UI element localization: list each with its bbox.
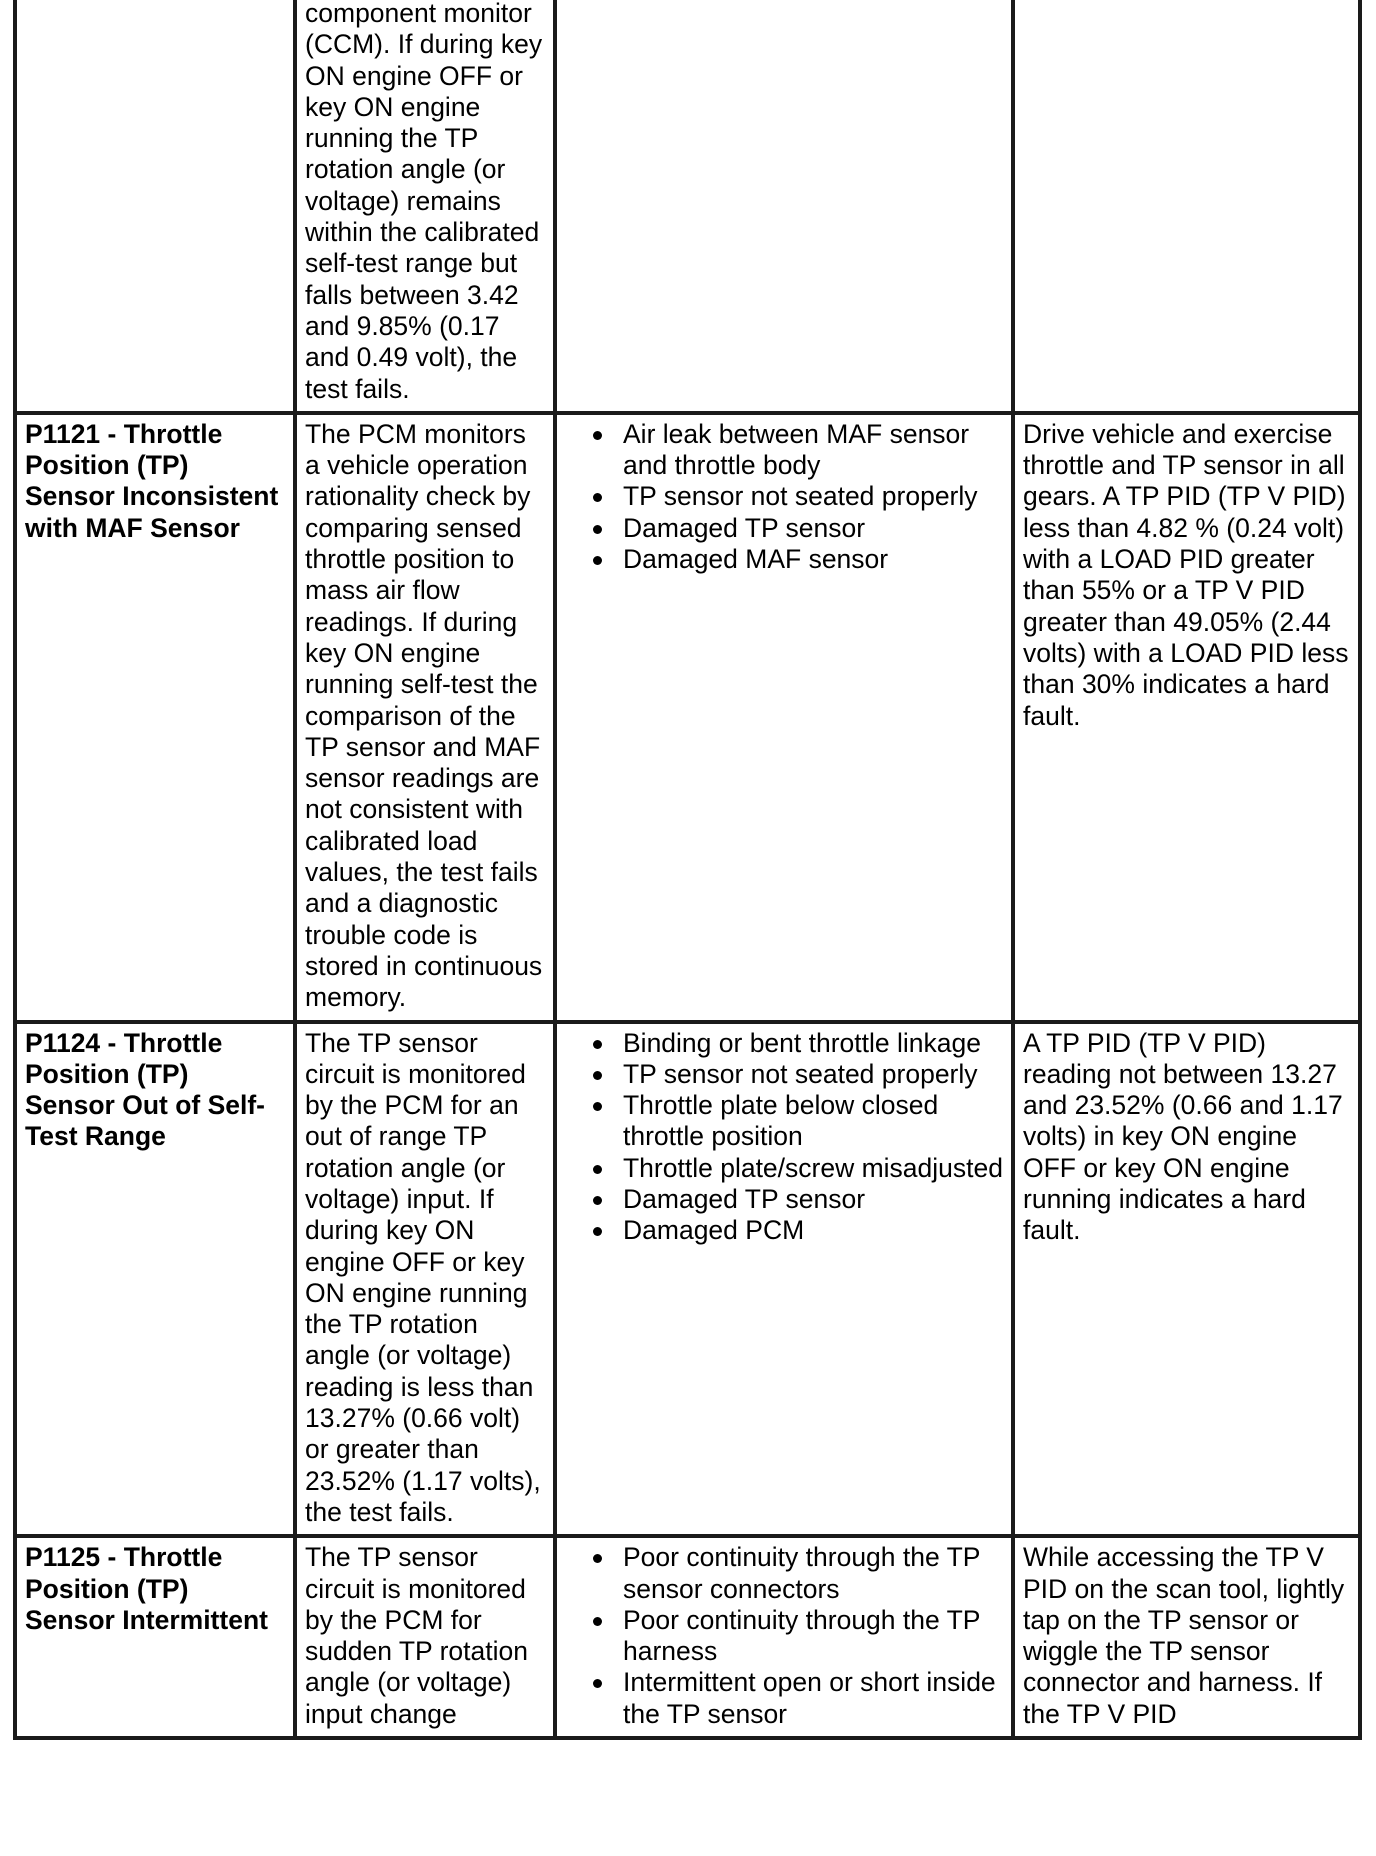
- monitor-strategy-cell: The TP sensor circuit is monitored by the PCM for an out of range TP rotation angle (or voltage) input. If during key ON engine OFF or key ON engine running the TP rotation angle (or voltage) reading is less than 13.27% (0.66 volt) or greater than 23.52% (1.17 volts), the test fails.: [295, 1022, 555, 1537]
- list-item: TP sensor not seated properly: [623, 1059, 1003, 1090]
- list-item: Binding or bent throttle linkage: [623, 1028, 1003, 1059]
- list-item: Damaged TP sensor: [623, 1184, 1003, 1215]
- dtc-table: [13, 0, 1362, 1740]
- dtc-code-cell: P1125 - Throttle Position (TP) Sensor Intermittent: [15, 1536, 295, 1738]
- list-item: Intermittent open or short inside the TP sensor: [623, 1667, 1003, 1730]
- table-row: [15, 0, 1360, 413]
- table-row: [15, 1022, 1360, 1537]
- possible-causes-cell: [555, 1022, 1013, 1537]
- dtc-code-cell: [15, 0, 295, 413]
- possible-causes-cell: [555, 1536, 1013, 1738]
- diagnostic-aids-cell: While accessing the TP V PID on the scan tool, lightly tap on the TP sensor or wiggle the TP sensor connector and harness. If the TP V PID: [1013, 1536, 1360, 1738]
- causes-list: [565, 419, 1003, 575]
- list-item: Damaged MAF sensor: [623, 544, 1003, 575]
- list-item: Throttle plate below closed throttle position: [623, 1090, 1003, 1153]
- dtc-code-cell: P1124 - Throttle Position (TP) Sensor Out of Self-Test Range: [15, 1022, 295, 1537]
- list-item: Air leak between MAF sensor and throttle body: [623, 419, 1003, 482]
- list-item: Damaged TP sensor: [623, 513, 1003, 544]
- diagnostic-aids-cell: [1013, 0, 1360, 413]
- list-item: Damaged PCM: [623, 1215, 1003, 1246]
- list-item: TP sensor not seated properly: [623, 481, 1003, 512]
- list-item: Poor continuity through the TP harness: [623, 1605, 1003, 1668]
- causes-list: [565, 1542, 1003, 1730]
- monitor-strategy-cell: component monitor (CCM). If during key ON engine OFF or key ON engine running the TP rotation angle (or voltage) remains within the calibrated self-test range but falls between 3.42 and 9.85% (0.17 and 0.49 volt), the test fails.: [295, 0, 555, 413]
- diagnostic-aids-cell: Drive vehicle and exercise throttle and TP sensor in all gears. A TP PID (TP V PID) less than 4.82 % (0.24 volt) with a LOAD PID greater than 55% or a TP V PID greater than 49.05% (2.44 volts) with a LOAD PID less than 30% indicates a hard fault.: [1013, 413, 1360, 1022]
- possible-causes-cell: [555, 0, 1013, 413]
- list-item: Throttle plate/screw misadjusted: [623, 1152, 1003, 1183]
- possible-causes-cell: [555, 413, 1013, 1022]
- causes-list: [565, 1028, 1003, 1247]
- monitor-strategy-cell: The TP sensor circuit is monitored by the PCM for sudden TP rotation angle (or voltage) input change: [295, 1536, 555, 1738]
- table-row: [15, 413, 1360, 1022]
- table-row: [15, 1536, 1360, 1738]
- list-item: Poor continuity through the TP sensor connectors: [623, 1542, 1003, 1605]
- diagnostic-aids-cell: A TP PID (TP V PID) reading not between 13.27 and 23.52% (0.66 and 1.17 volts) in key ON engine OFF or key ON engine running indicates a hard fault.: [1013, 1022, 1360, 1537]
- dtc-code-cell: P1121 - Throttle Position (TP) Sensor Inconsistent with MAF Sensor: [15, 413, 295, 1022]
- monitor-strategy-cell: The PCM monitors a vehicle operation rationality check by comparing sensed throttle position to mass air flow readings. If during key ON engine running self-test the comparison of the TP sensor and MAF sensor readings are not consistent with calibrated load values, the test fails and a diagnostic trouble code is stored in continuous memory.: [295, 413, 555, 1022]
